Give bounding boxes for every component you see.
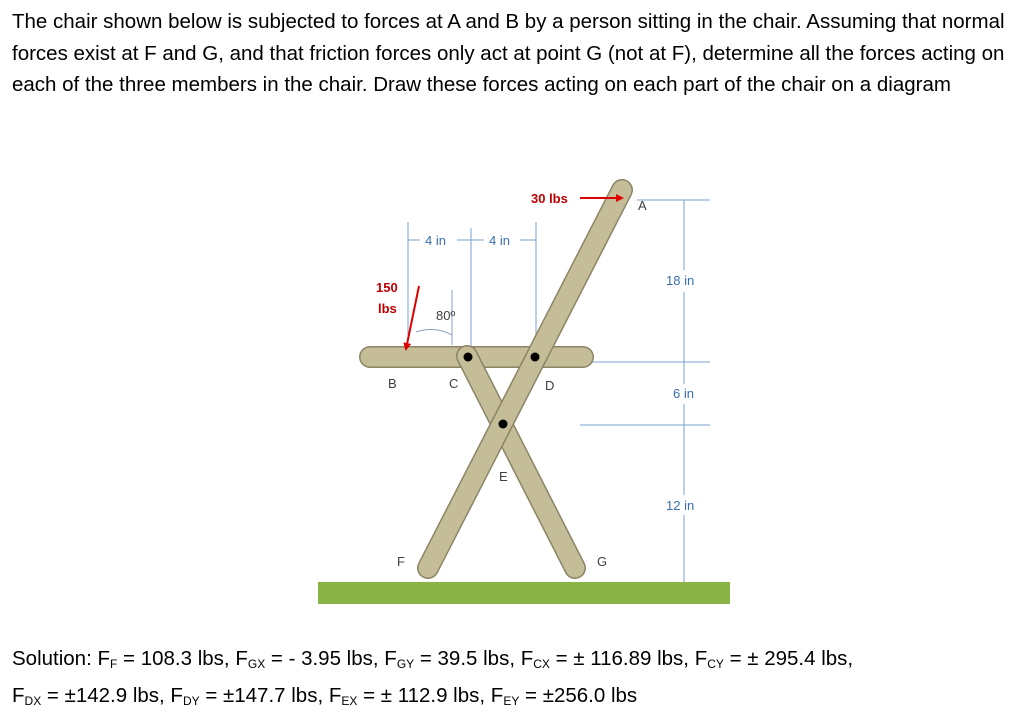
force-label-b-unit: lbs xyxy=(378,301,397,316)
solution-text: Solution: $F_F = 108.3$ lbs, $F_{GX}$ = - 3.95 lbs, $F_{GY} = 39.5$ lbs, $F_{CX}$ = ± 116.89 lbs, $F_{CY}$ = ± 295.4 lbs, $F_{DX} = \pm 142.9$ lbs, $F_{DY} = \pm 147.7$ lbs, $F_{EX}$ = ± 112.9 lbs, $F_{EY} = \pm 256.0$ lbs xyxy=(12,647,854,708)
point-g-label: G xyxy=(597,554,608,569)
pin-c xyxy=(464,353,473,362)
problem-statement: The chair shown below is subjected to forces at A and B by a person sitting in the chair. Assuming that normal forces exist at F and G, and that friction forces only act at point G (not at F), determine all the forces acting on each of the three members in the chair. Draw these forces acting on each part of the chair on a diagram xyxy=(12,10,1005,96)
point-a-label: A xyxy=(638,198,647,213)
dim-4in-right: 4 in xyxy=(489,233,510,248)
pin-d xyxy=(531,353,540,362)
dim-4in-left: 4 in xyxy=(425,233,446,248)
ground xyxy=(318,582,730,604)
point-f-label: F xyxy=(397,554,405,569)
solution-prefix: Solution: xyxy=(12,647,98,670)
point-c-label: C xyxy=(449,376,459,391)
point-d-label: D xyxy=(545,378,555,393)
point-b-label: B xyxy=(388,376,397,391)
dim-18in: 18 in xyxy=(666,273,695,288)
dim-6in: 6 in xyxy=(673,386,694,401)
force-label-a: 30 lbs xyxy=(531,191,568,206)
angle-arc xyxy=(416,329,452,335)
dim-12in: 12 in xyxy=(666,498,695,513)
angle-label: 80º xyxy=(436,308,456,323)
point-e-label: E xyxy=(499,469,508,484)
force-label-b-value: 150 xyxy=(376,280,398,295)
pin-e xyxy=(499,420,508,429)
